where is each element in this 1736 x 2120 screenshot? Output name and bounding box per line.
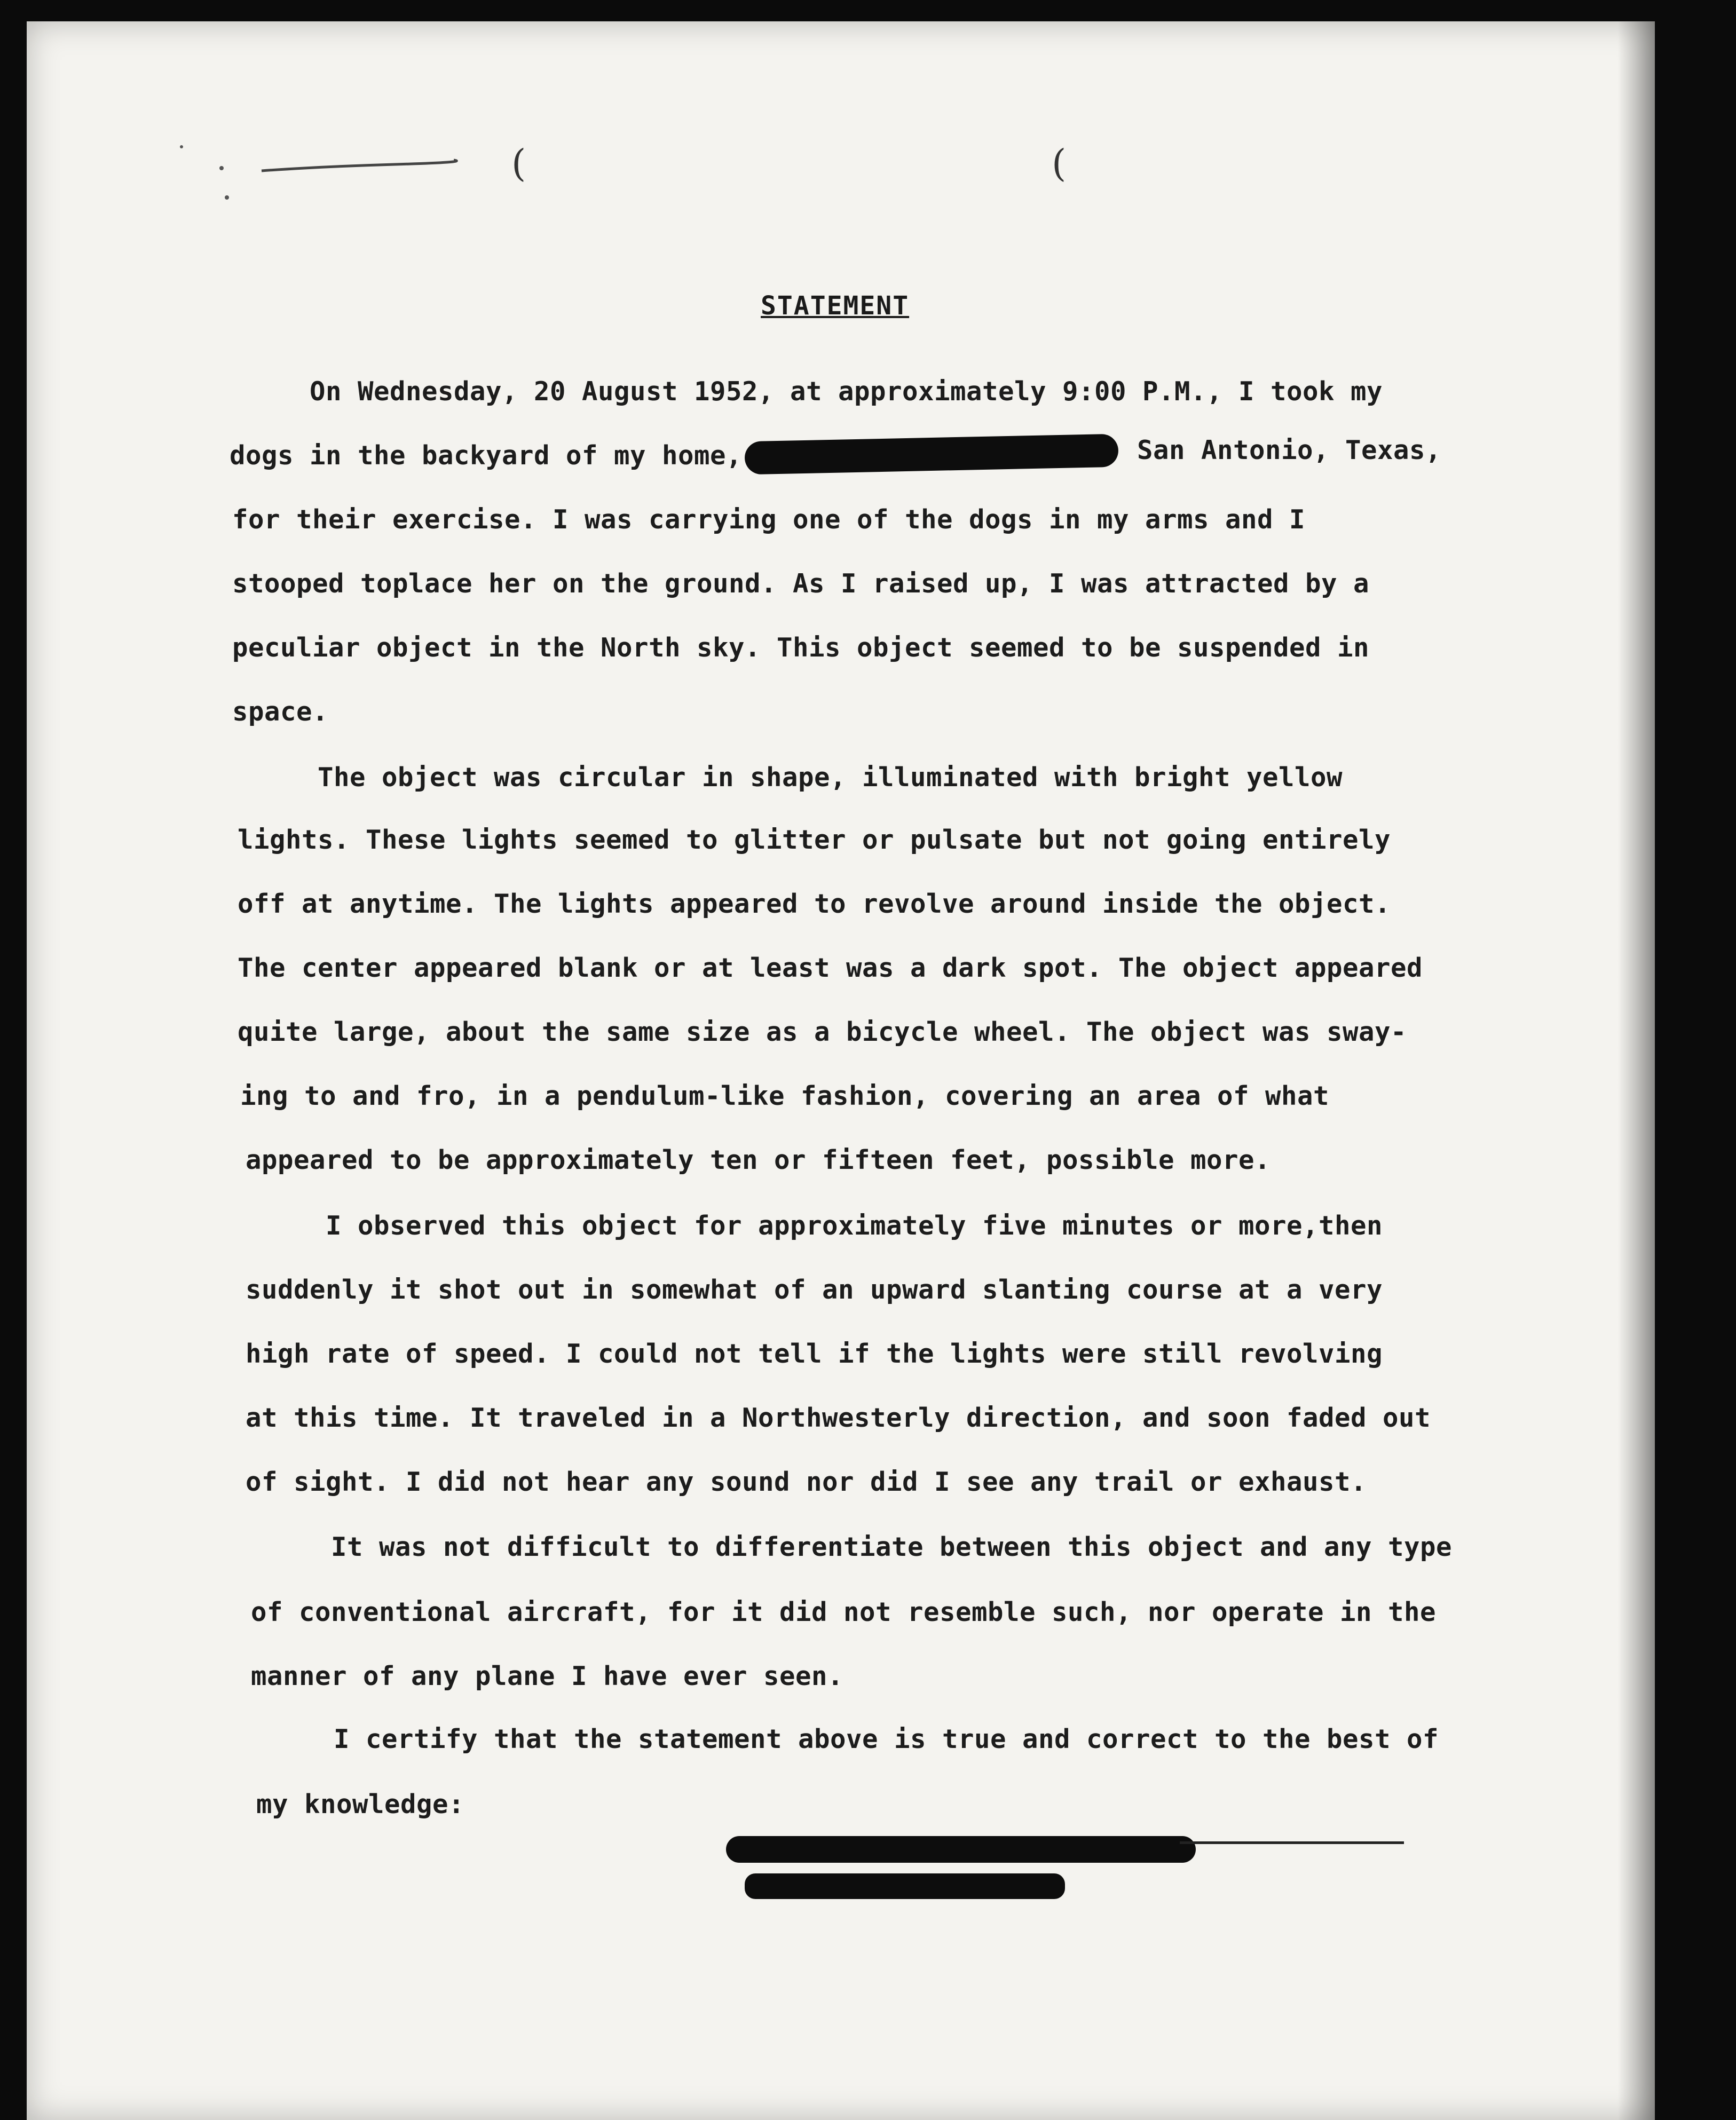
text-line: suddenly it shot out in somewhat of an upward slanting course at a very [246,1275,1383,1305]
text-line: off at anytime. The lights appeared to revolve around inside the object. [238,889,1391,919]
punch-mark-right: ( [1052,141,1067,185]
text-line: appeared to be approximately ten or fifteen feet, possible more. [246,1145,1271,1175]
margin-scribble [171,139,470,203]
page-edge-shadow [1617,21,1655,2120]
text-line: The object was circular in shape, illuminated with bright yellow [318,762,1343,793]
text-line: It was not difficult to differentiate between this object and any type [331,1532,1453,1562]
text-line: my knowledge: [256,1789,465,1820]
text-line: San Antonio, Texas, [1137,435,1442,465]
punch-mark-left: ( [511,141,526,185]
redacted-name [745,1873,1065,1899]
text-line: lights. These lights seemed to glitter or pulsate but not going entirely [238,825,1391,855]
text-line: I certify that the statement above is true and correct to the best of [334,1724,1439,1754]
text-line: high rate of speed. I could not tell if the lights were still revolving [246,1339,1383,1369]
text-line: On Wednesday, 20 August 1952, at approximately 9:00 P.M., I took my [310,376,1383,407]
text-line: for their exercise. I was carrying one of the dogs in my arms and I [232,504,1306,535]
text-line: I observed this object for approximately five minutes or more,then [326,1211,1383,1241]
text-line: peculiar object in the North sky. This object seemed to be suspended in [232,632,1370,663]
redacted-signature [726,1836,1196,1863]
text-line: quite large, about the same size as a bicycle wheel. The object was sway- [238,1017,1407,1047]
text-line: dogs in the backyard of my home, [230,440,743,471]
text-line: manner of any plane I have ever seen. [251,1661,844,1691]
text-line: ing to and fro, in a pendulum-like fashion, covering an area of what [240,1081,1330,1111]
text-line: of conventional aircraft, for it did not resemble such, nor operate in the [251,1597,1437,1627]
document-page [27,21,1655,2120]
text-line: space. [232,697,329,727]
text-line: of sight. I did not hear any sound nor did I see any trail or exhaust. [246,1467,1367,1497]
text-line: stooped toplace her on the ground. As I raised up, I was attracted by a [232,568,1370,599]
text-line: The center appeared blank or at least was a dark spot. The object appeared [238,953,1423,983]
signature-line [1180,1841,1404,1844]
text-line: at this time. It traveled in a Northwesterly direction, and soon faded out [246,1403,1431,1433]
page-title: STATEMENT [761,291,910,321]
redacted-address [744,434,1118,475]
